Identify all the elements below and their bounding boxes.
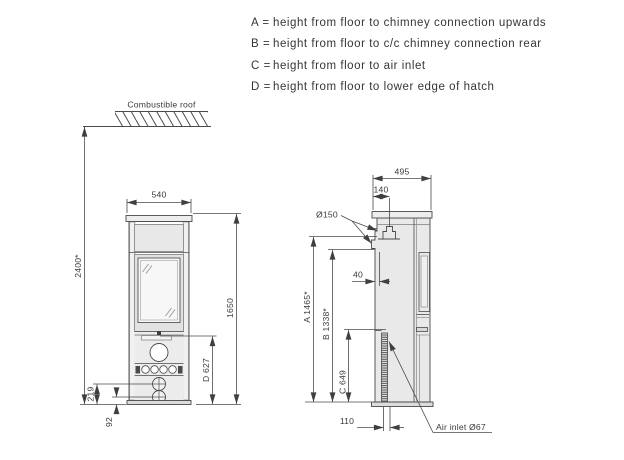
dim-ceiling-2400: 2400* xyxy=(73,254,83,278)
legend-text-d: height from floor to lower edge of hatch xyxy=(273,81,495,94)
legend-key-b: B = xyxy=(251,38,271,51)
dim-offset-110: 110 xyxy=(339,416,355,426)
dim-diameter-150: Ø150 xyxy=(316,209,338,220)
legend-key-c: C = xyxy=(251,59,271,72)
dim-c-649: C 649 xyxy=(337,370,348,394)
combustible-roof xyxy=(83,112,211,127)
dim-a-1465: A 1465* xyxy=(302,291,312,323)
side-base-plate xyxy=(372,402,434,407)
stove-side-view xyxy=(369,212,433,407)
dim-knob-219: 219 xyxy=(85,386,96,402)
front-right-trim xyxy=(183,222,188,400)
dim-offset-140: 140 xyxy=(373,184,389,195)
top-plate xyxy=(126,216,192,222)
dim-height-1650: 1650 xyxy=(225,298,235,318)
legend-text-c: height from floor to air inlet xyxy=(273,59,426,72)
front-base-plate xyxy=(127,401,191,405)
upper-knob-large xyxy=(150,344,168,362)
side-top-plate xyxy=(372,212,432,219)
air-inlet-callout: Air inlet Ø67 xyxy=(436,422,486,432)
handle-latch xyxy=(157,331,161,335)
side-handle xyxy=(417,328,428,332)
legend-text-b: height from floor to c/c chimney connection rear xyxy=(273,38,542,51)
dim-knob-92: 92 xyxy=(104,417,114,427)
dim-offset-40: 40 xyxy=(353,269,363,280)
roof-label: Combustible roof xyxy=(127,99,196,110)
legend-key-a: A = xyxy=(251,17,270,29)
dim-width-540: 540 xyxy=(151,189,167,200)
dim-hatch-d627: D 627 xyxy=(201,358,211,382)
vent-block-left xyxy=(136,366,141,374)
vent-block-right xyxy=(178,366,183,374)
dim-b-1338: B 1338* xyxy=(321,308,331,340)
glass-window xyxy=(138,258,180,323)
legend-text-a: height from floor to chimney connection upwards xyxy=(273,17,547,29)
upper-panel xyxy=(135,225,184,252)
air-inlet-grille xyxy=(382,333,388,402)
dim-depth-495: 495 xyxy=(394,166,410,177)
stove-front-view xyxy=(126,216,192,405)
legend-key-d: D = xyxy=(251,81,271,94)
